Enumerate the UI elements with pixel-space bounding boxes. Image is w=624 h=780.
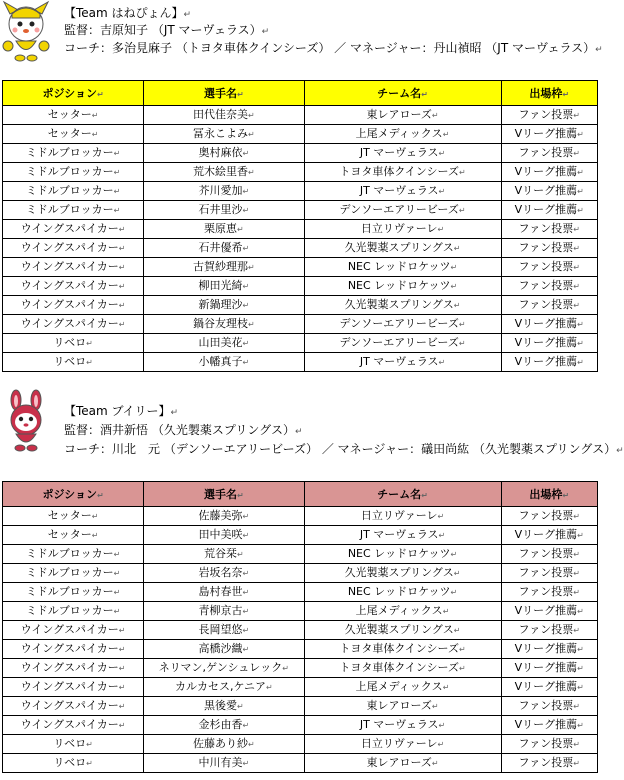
position-cell: ミドルブロッカー↵ (3, 583, 144, 602)
manager-line: 監督：酒井新悟 （久光製薬スプリングス）↵ (64, 423, 303, 437)
player-name-cell: 石井里沙↵ (144, 201, 304, 220)
table-row (3, 621, 598, 640)
entry-slot-cell: ファン投票↵ (501, 621, 597, 640)
table-row (3, 144, 598, 163)
entry-slot-cell: ファン投票↵ (501, 754, 597, 773)
team-name-cell: JT マーヴェラス↵ (304, 716, 501, 735)
player-name-cell: 芥川愛加↵ (144, 182, 304, 201)
player-name-cell: 鍋谷友理枝↵ (144, 315, 304, 334)
player-name-cell: 古賀紗理那↵ (144, 258, 304, 277)
table-row (3, 583, 598, 602)
player-name-cell: 石井優希↵ (144, 239, 304, 258)
player-name-cell: 山田美花↵ (144, 334, 304, 353)
player-name-cell: 新鍋理沙↵ (144, 296, 304, 315)
entry-slot-cell: Vリーグ推薦↵ (501, 182, 597, 201)
entry-slot-cell: ファン投票↵ (501, 258, 597, 277)
player-name-cell: 冨永こよみ↵ (144, 125, 304, 144)
table-row (3, 277, 598, 296)
entry-slot-cell: ファン投票↵ (501, 735, 597, 754)
team-name-cell: トヨタ車体クインシーズ↵ (304, 640, 501, 659)
position-cell: ミドルブロッカー↵ (3, 564, 144, 583)
entry-slot-cell: ファン投票↵ (501, 697, 597, 716)
player-name-cell: 高橋沙織↵ (144, 640, 304, 659)
roster-table-hanepyon (2, 80, 598, 372)
table-row (3, 678, 598, 697)
position-cell: ウイングスパイカー↵ (3, 621, 144, 640)
player-name-cell: 佐藤あり紗↵ (144, 735, 304, 754)
entry-slot-cell: Vリーグ推薦↵ (501, 678, 597, 697)
table-row (3, 754, 598, 773)
table-row (3, 353, 598, 372)
player-name-cell: 荒谷栞↵ (144, 545, 304, 564)
position-cell: ミドルブロッカー↵ (3, 201, 144, 220)
table-row (3, 258, 598, 277)
column-header-position: ポジション↵ (3, 482, 144, 507)
team-name-cell: 久光製薬スプリングス↵ (304, 564, 501, 583)
team-name-cell: 久光製薬スプリングス↵ (304, 621, 501, 640)
team-name-cell: トヨタ車体クインシーズ↵ (304, 163, 501, 182)
entry-slot-cell: Vリーグ推薦↵ (501, 353, 597, 372)
entry-slot-cell: ファン投票↵ (501, 144, 597, 163)
team-name-cell: NEC レッドロケッツ↵ (304, 277, 501, 296)
team-name-cell: JT マーヴェラス↵ (304, 144, 501, 163)
team-name-cell: 久光製薬スプリングス↵ (304, 239, 501, 258)
position-cell: ウイングスパイカー↵ (3, 678, 144, 697)
table-row (3, 507, 598, 526)
player-name-cell: 田代佳奈美↵ (144, 106, 304, 125)
column-header-position: ポジション↵ (3, 81, 144, 106)
team-name-cell: JT マーヴェラス↵ (304, 526, 501, 545)
entry-slot-cell: Vリーグ推薦↵ (501, 659, 597, 678)
position-cell: セッター↵ (3, 125, 144, 144)
position-cell: リベロ↵ (3, 334, 144, 353)
player-name-cell: ネリマン,ゲンシュレック↵ (144, 659, 304, 678)
entry-slot-cell: Vリーグ推薦↵ (501, 315, 597, 334)
position-cell: ウイングスパイカー↵ (3, 277, 144, 296)
position-cell: セッター↵ (3, 507, 144, 526)
entry-slot-cell: ファン投票↵ (501, 220, 597, 239)
team-name-cell: 東レアローズ↵ (304, 106, 501, 125)
hanepyon-mascot-icon (0, 0, 52, 62)
entry-slot-cell: ファン投票↵ (501, 296, 597, 315)
team-name-cell: 上尾メディックス↵ (304, 602, 501, 621)
manager-line: 監督：吉原知子 （JT マーヴェラス）↵ (64, 23, 270, 37)
player-name-cell: 荒木絵里香↵ (144, 163, 304, 182)
entry-slot-cell: Vリーグ推薦↵ (501, 201, 597, 220)
table-row (3, 545, 598, 564)
column-header-entry-slot: 出場枠↵ (501, 81, 597, 106)
position-cell: ミドルブロッカー↵ (3, 602, 144, 621)
player-name-cell: 小幡真子↵ (144, 353, 304, 372)
player-name-cell: 田中美咲↵ (144, 526, 304, 545)
position-cell: リベロ↵ (3, 754, 144, 773)
column-header-entry-slot: 出場枠↵ (501, 482, 597, 507)
table-header-row (3, 482, 598, 507)
table-row (3, 315, 598, 334)
player-name-cell: 黒後愛↵ (144, 697, 304, 716)
entry-slot-cell: Vリーグ推薦↵ (501, 640, 597, 659)
coach-line: コーチ：多治見麻子 （トヨタ車体クインシーズ） ／ マネージャー：丹山禎昭 （JT マーヴェラス）↵ (64, 41, 603, 55)
table-row (3, 106, 598, 125)
entry-slot-cell: ファン投票↵ (501, 277, 597, 296)
team-name-cell: 東レアローズ↵ (304, 697, 501, 716)
table-row (3, 716, 598, 735)
team-name-cell: 久光製薬スプリングス↵ (304, 296, 501, 315)
position-cell: ミドルブロッカー↵ (3, 545, 144, 564)
column-header-team-name: チーム名↵ (304, 81, 501, 106)
position-cell: ウイングスパイカー↵ (3, 315, 144, 334)
team-title: 【Team ブイリー】↵ (64, 404, 178, 418)
column-header-player-name: 選手名↵ (144, 81, 304, 106)
entry-slot-cell: Vリーグ推薦↵ (501, 716, 597, 735)
table-row (3, 220, 598, 239)
player-name-cell: 柳田光綺↵ (144, 277, 304, 296)
table-row (3, 239, 598, 258)
entry-slot-cell: Vリーグ推薦↵ (501, 163, 597, 182)
player-name-cell: 島村春世↵ (144, 583, 304, 602)
column-header-team-name: チーム名↵ (304, 482, 501, 507)
table-row (3, 201, 598, 220)
team-name-cell: デンソーエアリービーズ↵ (304, 315, 501, 334)
position-cell: ウイングスパイカー↵ (3, 716, 144, 735)
player-name-cell: 奥村麻依↵ (144, 144, 304, 163)
position-cell: リベロ↵ (3, 353, 144, 372)
team-name-cell: 上尾メディックス↵ (304, 125, 501, 144)
team-name-cell: 日立リヴァーレ↵ (304, 507, 501, 526)
position-cell: ウイングスパイカー↵ (3, 258, 144, 277)
position-cell: セッター↵ (3, 526, 144, 545)
entry-slot-cell: Vリーグ推薦↵ (501, 526, 597, 545)
coach-line: コーチ：川北 元 （デンソーエアリービーズ） ／ マネージャー：礒田尚紘 （久光製薬スプリングス）↵ (64, 442, 624, 456)
table-row (3, 163, 598, 182)
entry-slot-cell: ファン投票↵ (501, 507, 597, 526)
team-name-cell: トヨタ車体クインシーズ↵ (304, 659, 501, 678)
position-cell: ウイングスパイカー↵ (3, 220, 144, 239)
team-name-cell: NEC レッドロケッツ↵ (304, 545, 501, 564)
table-row (3, 697, 598, 716)
table-row (3, 602, 598, 621)
player-name-cell: 佐藤美弥↵ (144, 507, 304, 526)
table-row (3, 125, 598, 144)
team-name-cell: 日立リヴァーレ↵ (304, 735, 501, 754)
position-cell: ウイングスパイカー↵ (3, 697, 144, 716)
team-name-cell: 東レアローズ↵ (304, 754, 501, 773)
player-name-cell: 金杉由香↵ (144, 716, 304, 735)
entry-slot-cell: ファン投票↵ (501, 239, 597, 258)
position-cell: ミドルブロッカー↵ (3, 144, 144, 163)
roster-table-buiri (2, 481, 598, 773)
table-row (3, 640, 598, 659)
player-name-cell: 栗原恵↵ (144, 220, 304, 239)
player-name-cell: 青柳京古↵ (144, 602, 304, 621)
position-cell: ミドルブロッカー↵ (3, 163, 144, 182)
table-row (3, 182, 598, 201)
entry-slot-cell: ファン投票↵ (501, 545, 597, 564)
column-header-player-name: 選手名↵ (144, 482, 304, 507)
entry-slot-cell: Vリーグ推薦↵ (501, 334, 597, 353)
position-cell: セッター↵ (3, 106, 144, 125)
table-row (3, 659, 598, 678)
entry-slot-cell: ファン投票↵ (501, 564, 597, 583)
team-name-cell: NEC レッドロケッツ↵ (304, 258, 501, 277)
table-row (3, 735, 598, 754)
table-row (3, 296, 598, 315)
position-cell: ウイングスパイカー↵ (3, 296, 144, 315)
table-row (3, 526, 598, 545)
entry-slot-cell: ファン投票↵ (501, 583, 597, 602)
team-name-cell: JT マーヴェラス↵ (304, 182, 501, 201)
position-cell: ウイングスパイカー↵ (3, 640, 144, 659)
buiri-mascot-icon (0, 390, 52, 452)
table-header-row (3, 81, 598, 106)
table-row (3, 334, 598, 353)
player-name-cell: 岩坂名奈↵ (144, 564, 304, 583)
team-name-cell: デンソーエアリービーズ↵ (304, 334, 501, 353)
player-name-cell: 長岡望悠↵ (144, 621, 304, 640)
team-name-cell: JT マーヴェラス↵ (304, 353, 501, 372)
position-cell: ウイングスパイカー↵ (3, 239, 144, 258)
team-name-cell: 上尾メディックス↵ (304, 678, 501, 697)
position-cell: リベロ↵ (3, 735, 144, 754)
table-row (3, 564, 598, 583)
entry-slot-cell: Vリーグ推薦↵ (501, 602, 597, 621)
position-cell: ウイングスパイカー↵ (3, 659, 144, 678)
entry-slot-cell: ファン投票↵ (501, 106, 597, 125)
team-name-cell: NEC レッドロケッツ↵ (304, 583, 501, 602)
position-cell: ミドルブロッカー↵ (3, 182, 144, 201)
team-name-cell: デンソーエアリービーズ↵ (304, 201, 501, 220)
player-name-cell: カルカセス,ケニア↵ (144, 678, 304, 697)
player-name-cell: 中川有美↵ (144, 754, 304, 773)
entry-slot-cell: Vリーグ推薦↵ (501, 125, 597, 144)
team-name-cell: 日立リヴァーレ↵ (304, 220, 501, 239)
team-title: 【Team はねぴょん】↵ (64, 6, 192, 20)
